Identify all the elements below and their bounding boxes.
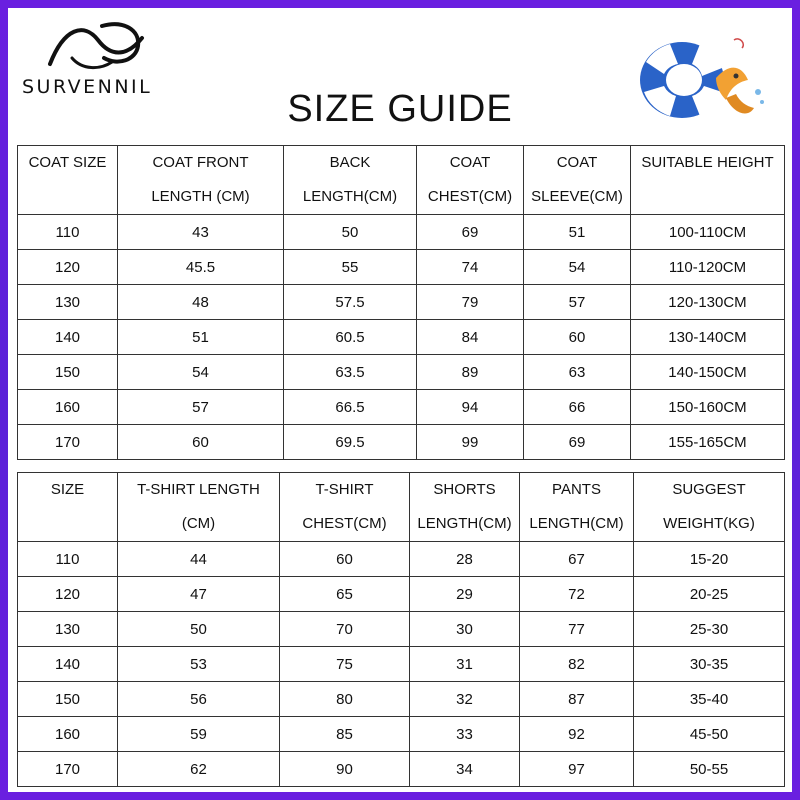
- header-label-line: (CM): [181, 515, 216, 532]
- table-cell: 54: [524, 250, 631, 285]
- header-label-line: SUGGEST: [672, 481, 746, 498]
- header-label-line: CHEST(CM): [302, 515, 387, 532]
- table-cell: 170: [18, 425, 118, 460]
- table-cell: 48: [118, 285, 284, 320]
- table-cell: 90: [280, 752, 410, 787]
- table-cell: 57.5: [284, 285, 417, 320]
- header-coat-chest: [417, 146, 524, 215]
- table-cell: 59: [118, 717, 280, 752]
- header-tshirt-chest: [280, 473, 410, 542]
- header-label-line: LENGTH (CM): [151, 188, 250, 205]
- table-cell: 50: [118, 612, 280, 647]
- table-row: [18, 647, 785, 682]
- header-label-line: CHEST(CM): [427, 188, 513, 205]
- header-back-length: [284, 146, 417, 215]
- table-cell: 155-165CM: [631, 425, 785, 460]
- table-cell: 79: [417, 285, 524, 320]
- table-cell: 20-25: [634, 577, 785, 612]
- table-cell: 25-30: [634, 612, 785, 647]
- table-cell: 120: [18, 250, 118, 285]
- header-tshirt-length: [118, 473, 280, 542]
- table-cell: 69.5: [284, 425, 417, 460]
- header-size: [18, 473, 118, 542]
- table-cell: 120: [18, 577, 118, 612]
- header-pants-length: [520, 473, 634, 542]
- table-cell: 51: [524, 215, 631, 250]
- table-cell: 53: [118, 647, 280, 682]
- table-cell: 60: [524, 320, 631, 355]
- table-cell: 99: [417, 425, 524, 460]
- table-cell: 45-50: [634, 717, 785, 752]
- table-cell: 70: [280, 612, 410, 647]
- table-cell: 67: [520, 542, 634, 577]
- table-cell: 56: [118, 682, 280, 717]
- header-label-line: [18, 180, 117, 214]
- header-label-line: PANTS: [552, 481, 601, 498]
- table-row: [18, 285, 785, 320]
- header-label-line: COAT: [449, 154, 491, 171]
- table-cell: 63.5: [284, 355, 417, 390]
- table-row: [18, 682, 785, 717]
- table-cell: 92: [520, 717, 634, 752]
- table-row: [18, 215, 785, 250]
- header-suitable-height: [631, 146, 785, 215]
- table-cell: 82: [520, 647, 634, 682]
- table-cell: 55: [284, 250, 417, 285]
- table-cell: 75: [280, 647, 410, 682]
- page-title: SIZE GUIDE: [287, 88, 513, 130]
- table-cell: 50-55: [634, 752, 785, 787]
- coat-size-table: [17, 145, 785, 460]
- header-label-line: LENGTH(CM): [302, 188, 398, 205]
- table-cell: 74: [417, 250, 524, 285]
- table-cell: 89: [417, 355, 524, 390]
- table-cell: 35-40: [634, 682, 785, 717]
- table-cell: 140: [18, 647, 118, 682]
- table-row: [18, 752, 785, 787]
- header-label-line: T-SHIRT LENGTH: [137, 481, 260, 498]
- header-label-line: SUITABLE HEIGHT: [641, 154, 774, 171]
- table-row: [18, 612, 785, 647]
- header-label-line: [18, 507, 117, 541]
- table-cell: 45.5: [118, 250, 284, 285]
- table-cell: 110-120CM: [631, 250, 785, 285]
- table-cell: 54: [118, 355, 284, 390]
- table-cell: 84: [417, 320, 524, 355]
- table-row: [18, 577, 785, 612]
- header-label-line: BACK: [329, 154, 371, 171]
- table-cell: 100-110CM: [631, 215, 785, 250]
- table-cell: 51: [118, 320, 284, 355]
- table-cell: 60: [118, 425, 284, 460]
- table-cell: 30-35: [634, 647, 785, 682]
- table-row: [18, 250, 785, 285]
- table-cell: 97: [520, 752, 634, 787]
- header-shorts-length: [410, 473, 520, 542]
- header-label-line: COAT SIZE: [28, 154, 107, 171]
- table-cell: 63: [524, 355, 631, 390]
- brand-logo: [22, 18, 172, 98]
- table-header-row: [18, 146, 785, 215]
- table-cell: 170: [18, 752, 118, 787]
- table-cell: 120-130CM: [631, 285, 785, 320]
- table-cell: 130: [18, 612, 118, 647]
- table-cell: 140: [18, 320, 118, 355]
- table-cell: 130-140CM: [631, 320, 785, 355]
- header-coat-sleeve: [524, 146, 631, 215]
- header-suggest-weight: [634, 473, 785, 542]
- header-label-line: T-SHIRT: [315, 481, 374, 498]
- header-label-line: SIZE: [50, 481, 85, 498]
- table-cell: 160: [18, 717, 118, 752]
- table-cell: 65: [280, 577, 410, 612]
- table-cell: 43: [118, 215, 284, 250]
- table-cell: 80: [280, 682, 410, 717]
- table-cell: 57: [524, 285, 631, 320]
- table-row: [18, 542, 785, 577]
- table-cell: 110: [18, 215, 118, 250]
- table-cell: 33: [410, 717, 520, 752]
- table-cell: 57: [118, 390, 284, 425]
- table-row: [18, 717, 785, 752]
- table-cell: 87: [520, 682, 634, 717]
- table-row: [18, 320, 785, 355]
- tshirt-shorts-pants-size-table: [17, 472, 785, 787]
- header-coat-front-length: [118, 146, 284, 215]
- table-cell: 66: [524, 390, 631, 425]
- table-header-row: [18, 473, 785, 542]
- table-cell: 69: [524, 425, 631, 460]
- table-row: [18, 425, 785, 460]
- header-label-line: SHORTS: [433, 481, 496, 498]
- table-cell: 34: [410, 752, 520, 787]
- header-label-line: COAT: [556, 154, 598, 171]
- header-label-line: [631, 180, 784, 214]
- table-cell: 60: [280, 542, 410, 577]
- table-cell: 60.5: [284, 320, 417, 355]
- table-cell: 69: [417, 215, 524, 250]
- brand-name: SURVENNIL: [22, 76, 153, 98]
- table-cell: 85: [280, 717, 410, 752]
- table-row: [18, 390, 785, 425]
- table-cell: 160: [18, 390, 118, 425]
- table-cell: 32: [410, 682, 520, 717]
- table-cell: 31: [410, 647, 520, 682]
- table-cell: 77: [520, 612, 634, 647]
- table-cell: 44: [118, 542, 280, 577]
- header-label-line: WEIGHT(KG): [663, 515, 755, 532]
- brand-wave-logo-icon: [42, 18, 152, 74]
- header-label-line: SLEEVE(CM): [531, 188, 623, 205]
- table-cell: 62: [118, 752, 280, 787]
- table-cell: 15-20: [634, 542, 785, 577]
- table-cell: 150-160CM: [631, 390, 785, 425]
- header-label-line: LENGTH(CM): [417, 515, 512, 532]
- table-cell: 140-150CM: [631, 355, 785, 390]
- table-cell: 110: [18, 542, 118, 577]
- table-cell: 29: [410, 577, 520, 612]
- table-cell: 30: [410, 612, 520, 647]
- table-cell: 130: [18, 285, 118, 320]
- table-cell: 50: [284, 215, 417, 250]
- header-coat-size: [18, 146, 118, 215]
- table-cell: 94: [417, 390, 524, 425]
- header-label-line: COAT FRONT: [152, 154, 249, 171]
- table-row: [18, 355, 785, 390]
- table-cell: 47: [118, 577, 280, 612]
- table-cell: 66.5: [284, 390, 417, 425]
- header-label-line: LENGTH(CM): [529, 515, 624, 532]
- table-cell: 72: [520, 577, 634, 612]
- table-cell: 150: [18, 355, 118, 390]
- table-cell: 28: [410, 542, 520, 577]
- table-cell: 150: [18, 682, 118, 717]
